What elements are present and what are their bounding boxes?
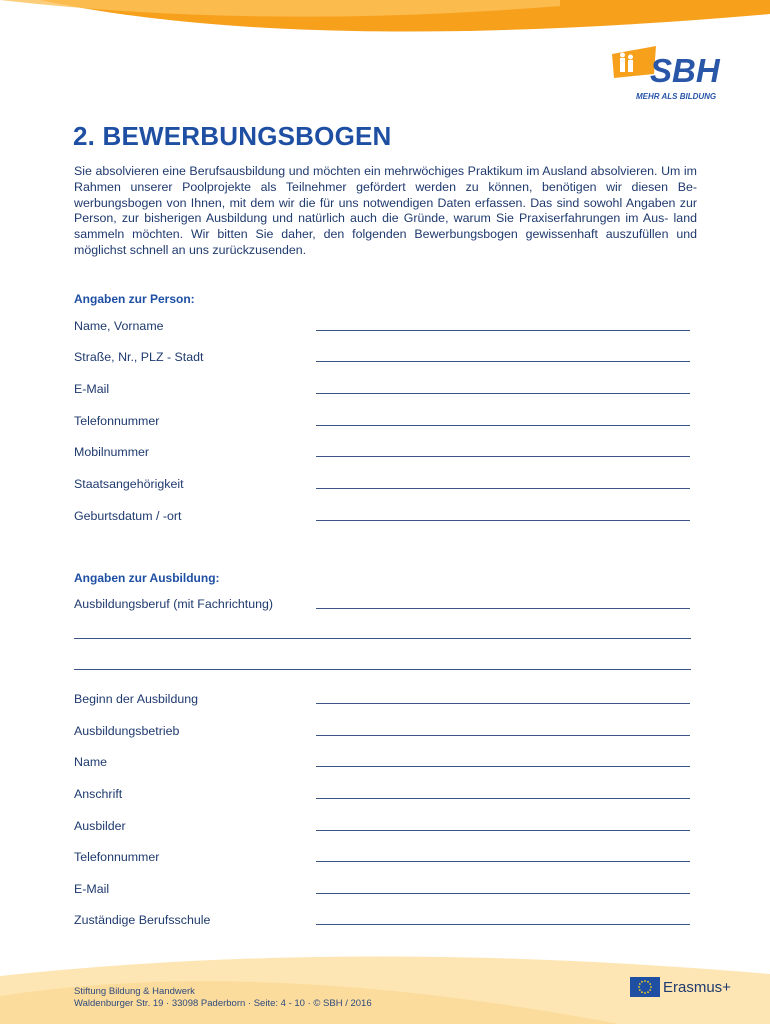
field-line-address[interactable] — [316, 361, 690, 362]
field-label-company-email: E-Mail — [74, 882, 110, 896]
intro-line: Sie absolvieren eine Berufsausbildung und möchten ein mehrwöchiges Praktikum im Ausland absolvieren. — [74, 164, 658, 178]
footer-line-1: Stiftung Bildung & Handwerk — [74, 986, 195, 997]
section-heading-training: Angaben zur Ausbildung: — [74, 571, 220, 585]
field-label-mobile: Mobilnummer — [74, 445, 150, 459]
field-line-training-start[interactable] — [316, 703, 690, 704]
eu-flag-icon — [630, 977, 660, 997]
field-line-company-address[interactable] — [316, 798, 690, 799]
intro-line: möglichst schnell an uns zurückzusenden. — [74, 242, 307, 257]
field-label-email: E-Mail — [74, 382, 110, 396]
sbh-logo — [610, 40, 740, 110]
logo-tagline: MEHR ALS BILDUNG — [636, 92, 717, 101]
field-line-vocational-school[interactable] — [316, 924, 690, 925]
field-label-nationality: Staatsangehörigkeit — [74, 477, 184, 491]
erasmus-label: Erasmus+ — [663, 979, 731, 996]
field-label-company-name: Name — [74, 755, 108, 769]
intro-line: zur Person, zur bisherigen Ausbildung und natürlich auch die Gründe, warum Sie Praxiserfahrungen im Aus- — [74, 195, 697, 226]
intro-line: werbungsbogen von Ihnen, mit dem wir die für uns notwendigen Daten erfassen. Das sind sowohl Angaben — [74, 195, 676, 210]
field-label-trainer: Ausbilder — [74, 819, 126, 833]
section-heading-person: Angaben zur Person: — [74, 292, 195, 306]
intro-line: Um im Rahmen unserer Poolprojekte als Teilnehmer gefördert werden zu können, benötigen wir diesen Be- — [74, 164, 697, 194]
field-line-profession-extra-1[interactable] — [74, 638, 691, 639]
field-line-birth[interactable] — [316, 520, 690, 521]
page-title: 2. BEWERBUNGSBOGEN — [73, 121, 392, 151]
field-line-profession-extra-2[interactable] — [74, 669, 691, 670]
field-label-phone: Telefonnummer — [74, 414, 160, 428]
field-line-email[interactable] — [316, 393, 690, 394]
field-label-vocational-school: Zuständige Berufsschule — [74, 913, 211, 927]
field-label-name: Name, Vorname — [74, 319, 164, 333]
field-line-nationality[interactable] — [316, 488, 690, 489]
footer-line-2: Waldenburger Str. 19 · 33098 Paderborn · Seite: 4 - 10 · © SBH / 2016 — [74, 998, 372, 1009]
field-label-birth: Geburtsdatum / -ort — [74, 509, 182, 523]
footer-address — [74, 986, 372, 1010]
field-line-profession[interactable] — [316, 608, 690, 609]
field-line-phone[interactable] — [316, 425, 690, 426]
field-line-trainer[interactable] — [316, 830, 690, 831]
field-line-company-phone[interactable] — [316, 861, 690, 862]
field-line-company-name[interactable] — [316, 766, 690, 767]
field-label-company-address: Anschrift — [74, 787, 123, 801]
intro-paragraph — [74, 164, 697, 259]
field-label-company-phone: Telefonnummer — [74, 850, 160, 864]
field-line-mobile[interactable] — [316, 456, 690, 457]
field-line-company[interactable] — [316, 735, 690, 736]
field-line-name[interactable] — [316, 330, 690, 331]
field-label-address: Straße, Nr., PLZ - Stadt — [74, 350, 204, 364]
field-line-company-email[interactable] — [316, 893, 690, 894]
field-label-company: Ausbildungsbetrieb — [74, 724, 180, 738]
logo-wordmark: SBH — [650, 52, 720, 89]
intro-line: land sammeln möchten. Wir bitten Sie daher, den folgenden Bewerbungsbogen gewissenhaft auszufüllen und — [74, 211, 697, 242]
field-label-training-start: Beginn der Ausbildung — [74, 692, 199, 706]
field-label-profession: Ausbildungsberuf (mit Fachrichtung) — [74, 597, 274, 611]
